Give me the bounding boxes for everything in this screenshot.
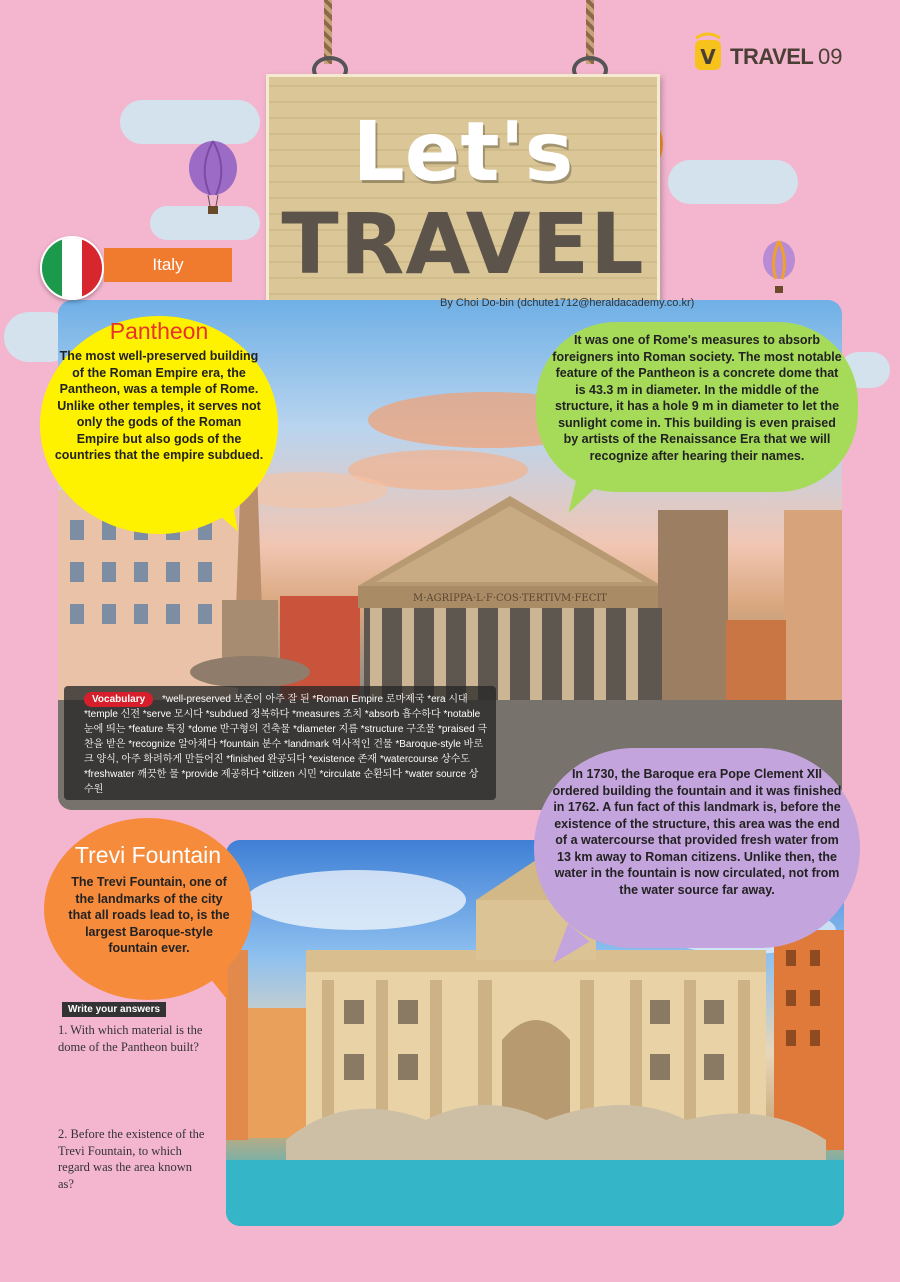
sign-title-travel: TRAVEL xyxy=(281,195,645,293)
section-title: TRAVEL xyxy=(730,44,814,69)
pantheon-title: Pantheon xyxy=(109,318,209,344)
pantheon-detail-bubble xyxy=(536,322,858,492)
page-number: 09 xyxy=(818,44,843,69)
vocabulary-text: *well-preserved 보존이 아주 잘 된 *Roman Empire 로마제국 *era 시대 *temple 신전 *serve 모시다 *subdued 정복하다 *measures 조치 *absorb 흡수하다 *notable 눈에 띄는 *feature 특징 *dome 반구형의 건축물 *diameter 지름 *structure 구조물 *praised 극찬을 받은 *recognize 알아채다 *fountain 분수 *landmark 역사적인 건물 *Baroque-style 바로크 양식, 아주 화려하게 만들어진 *finished 완공되다 *existence 존재 *watercourse 상수도 *freshwater 깨끗한 물 *provide 제공하다 *citizen 시민 *circulate 순환되다 *water source 상수원 xyxy=(84,694,488,795)
trevi-detail-text: In 1730, the Baroque era Pope Clement XII ordered building the fountain and it was finished in 1762. A fun fact of this landmark is, before the existence of the structure, this area was the end of a watercourse that provided fresh water from 13 km away to Roman citizens. Unlike then, the water in the fountain is now circulated, not from the water source far away. xyxy=(552,767,842,897)
trevi-detail-bubble xyxy=(534,748,860,948)
trevi-intro-text: The Trevi Fountain, one of the landmarks of the city that all roads lead to, is the largest Baroque-style fountain ever. xyxy=(68,875,230,955)
italy-flag-icon xyxy=(40,236,104,300)
question-1: 1. With which material is the dome of the Pantheon built? xyxy=(58,1023,203,1054)
pantheon-intro-text: The most well-preserved building of the Roman Empire era, the Pantheon, was a temple of Rome. Unlike other temples, it serves not only the gods of the Roman Empire but also gods of the countries that the empire subdued. xyxy=(54,349,264,462)
title-sign xyxy=(266,74,660,328)
vocabulary-box xyxy=(64,686,496,800)
author-byline: By Choi Do-bin (dchute1712@heraldacademy.co.kr) xyxy=(440,297,695,309)
write-answers-label: Write your answers xyxy=(62,1002,166,1017)
hot-air-balloon-icon xyxy=(188,140,238,221)
sign-rope xyxy=(586,0,594,64)
sign-rope xyxy=(324,0,332,64)
hot-air-balloon-icon xyxy=(762,240,796,301)
magazine-logo xyxy=(692,32,724,72)
question-2: 2. Before the existence of the Trevi Fountain, to which regard was the area known as? xyxy=(58,1127,205,1191)
country-tag: Italy xyxy=(104,248,232,282)
logo-letter: V xyxy=(700,45,716,69)
pantheon-detail-text: It was one of Rome's measures to absorb foreigners into Roman society. The most notable feature of the Pantheon is a concrete dome that is 43.3 m in diameter. In the middle of the structure, it has a hole 9 m in diameter to let the sunlight come in. This building is even praised by artists of the Renaissance Era that we will recognize after hearing their names. xyxy=(552,333,842,463)
cloud-decoration xyxy=(668,160,798,204)
cloud-decoration xyxy=(120,100,260,144)
vocabulary-label: Vocabulary xyxy=(84,692,153,707)
sign-title-lets: Let's xyxy=(352,105,574,200)
trevi-title: Trevi Fountain xyxy=(74,842,222,868)
pantheon-intro-bubble xyxy=(40,316,278,534)
pantheon-inscription: M·AGRIPPA·L·F·COS·TERTIVM·FECIT xyxy=(413,593,607,604)
